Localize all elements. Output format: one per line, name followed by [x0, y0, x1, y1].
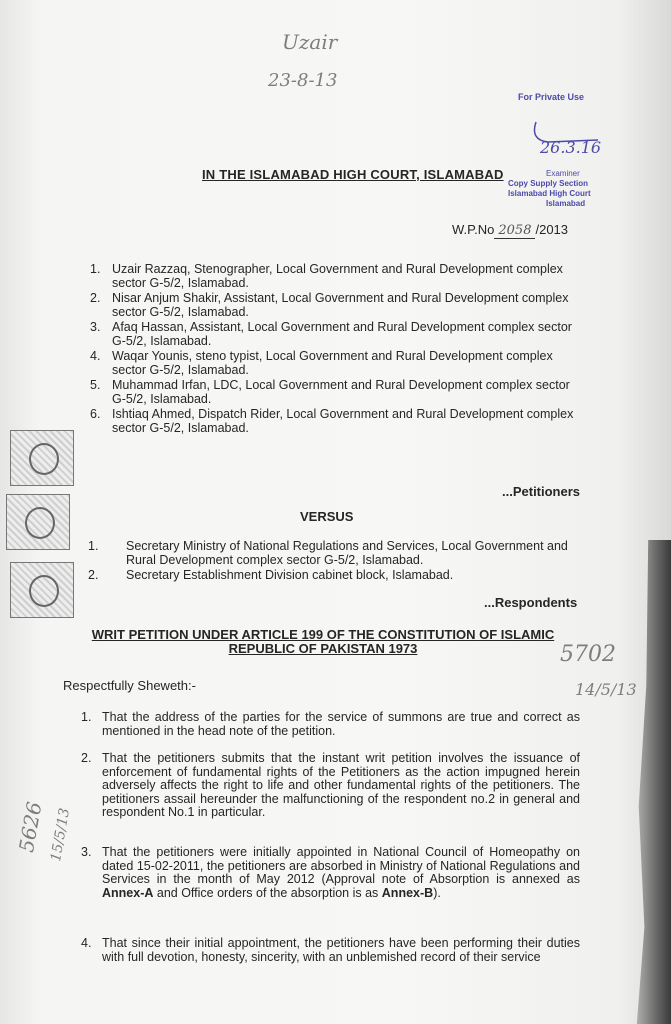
writ-petition-number	[452, 222, 568, 239]
list-item: 1. Uzair Razzaq, Stenographer, Local Government and Rural Development complex sector G-5/2, Islamabad.	[90, 262, 563, 290]
handwritten-margin-date: 15/5/13	[48, 806, 74, 863]
paragraph: 1. That the address of the parties for the service of summons are true and correct as mentioned in the head note of the petition.	[81, 710, 580, 738]
court-title: IN THE ISLAMABAD HIGH COURT, ISLAMABAD	[202, 167, 504, 182]
stamp-court: Islamabad High Court	[508, 189, 591, 198]
private-use-stamp: For Private Use	[518, 92, 585, 102]
list-item: 3. Afaq Hassan, Assistant, Local Government and Rural Development complex sector G-5/2, Islamabad.	[90, 320, 572, 348]
petitioners-label: ...Petitioners	[502, 484, 581, 499]
wp-suffix: /2013	[535, 222, 569, 237]
paragraph: 4. That since their initial appointment, the petitioners have been performing their duties with full devotion, honesty, sincerity, with an unblemished record of their service	[81, 936, 580, 964]
handwritten-margin-number: 5626	[14, 799, 47, 855]
respondents-label: ...Respondents	[484, 595, 578, 610]
petitioners-list	[90, 262, 586, 437]
stamp-city: Islamabad	[546, 199, 586, 208]
handwritten-margin-date: 14/5/13	[575, 680, 637, 699]
stamp-section: Copy Supply Section	[508, 179, 589, 188]
paragraph: 2. That the petitioners submits that the instant writ petition involves the issuance of enforcement of fundamental rights of the Petitioners as the action impugned herein adversely affects the right to life and other fundamental rights of the petitioners. The petitioners assail hereunder the malfunctioning of the respondent no.2 in general and respondent No.1 in particular.	[81, 751, 580, 819]
court-seal-stamp	[10, 562, 74, 618]
stamp-signature	[528, 118, 608, 148]
petition-title: WRIT PETITION UNDER ARTICLE 199 OF THE CONSTITUTION OF ISLAMIC REPUBLIC OF PAKISTAN 1973	[91, 627, 555, 656]
court-seal-stamp	[6, 494, 70, 550]
handwritten-margin-number: 5702	[560, 642, 616, 667]
handwritten-name: Uzair	[282, 30, 338, 54]
wp-prefix: W.P.No	[452, 222, 495, 237]
stamp-examiner: Examiner	[546, 169, 580, 178]
list-item: 4. Waqar Younis, steno typist, Local Government and Rural Development complex sector G-5/2, Islamabad.	[90, 349, 553, 377]
versus-label: VERSUS	[300, 509, 354, 524]
salutation: Respectfully Sheweth:-	[63, 678, 196, 693]
handwritten-date: 23-8-13	[268, 70, 338, 91]
stamp-handwritten-date: 26.3.16	[540, 138, 602, 157]
list-item: 2. Secretary Establishment Division cabinet block, Islamabad.	[88, 568, 454, 582]
respondents-list	[88, 539, 570, 585]
court-seal-stamp	[10, 430, 74, 486]
list-item: 5. Muhammad Irfan, LDC, Local Government and Rural Development complex sector G-5/2, Islamabad.	[90, 378, 570, 406]
wp-number: 2058	[494, 223, 535, 239]
list-item: 1. Secretary Ministry of National Regulations and Services, Local Government and Rural Development complex sector G-5/2, Islamabad.	[88, 539, 568, 567]
list-item: 2. Nisar Anjum Shakir, Assistant, Local Government and Rural Development complex sector G-5/2, Islamabad.	[90, 291, 569, 319]
list-item: 6. Ishtiaq Ahmed, Dispatch Rider, Local Government and Rural Development complex sector G-5/2, Islamabad.	[90, 407, 574, 435]
paragraph: 3. That the petitioners were initially appointed in National Council of Homeopathy on dated 15-02-2011, the petitioners are absorbed in Ministry of National Regulations and Services in the month of May 2012 (Approval note of Absorption is annexed as Annex-A and Office orders of the absorption is as Annex-B).	[81, 845, 580, 900]
